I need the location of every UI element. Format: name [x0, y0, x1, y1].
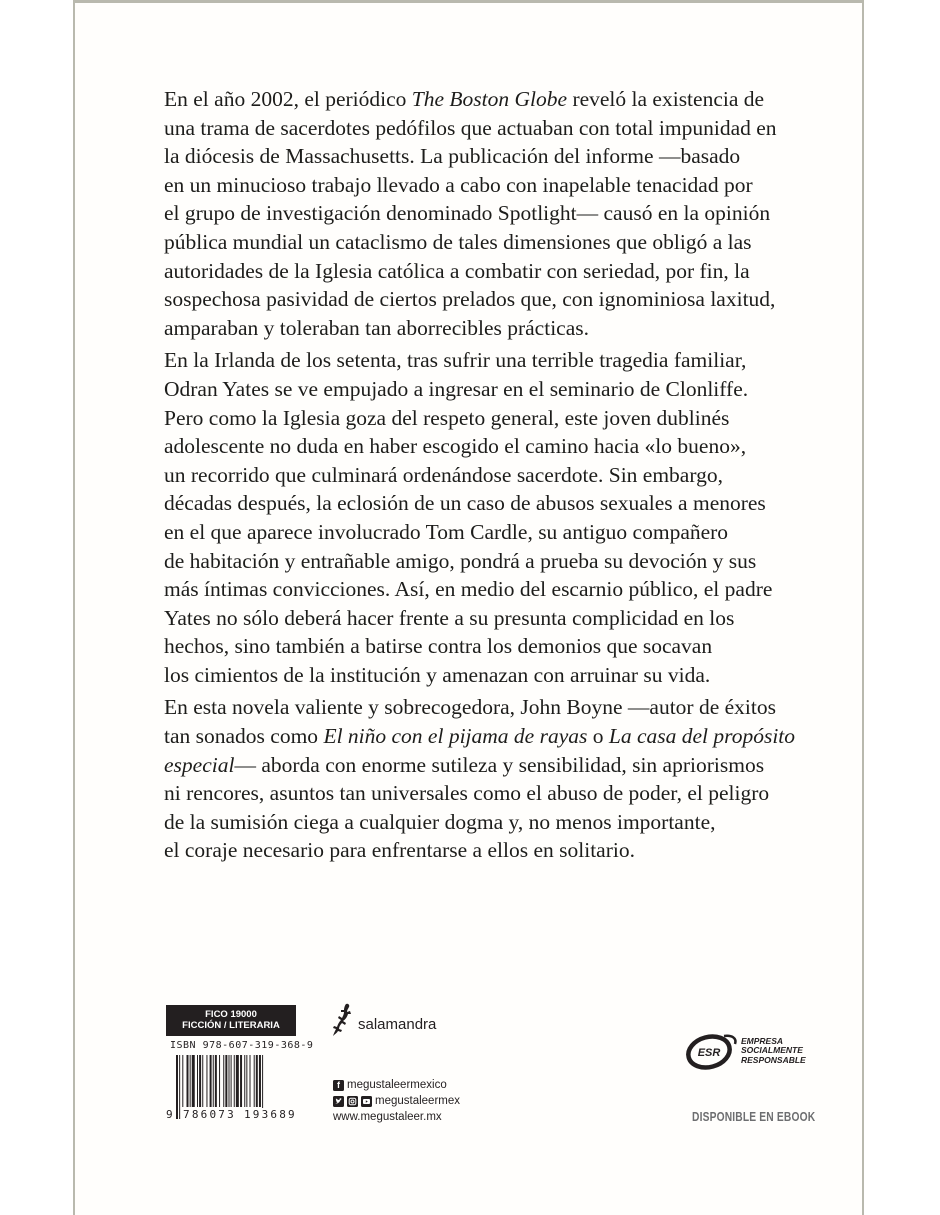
facebook-handle[interactable]: megustaleermexico: [347, 1079, 447, 1091]
twitter-icon: [333, 1096, 344, 1107]
blurb-line: el coraje necesario para enfrentarse a ellos en solitario.: [164, 838, 635, 863]
book-title: La casa del propósito: [608, 724, 796, 749]
blurb-line: de habitación y entrañable amigo, pondrá a prueba su devoción y sus: [164, 548, 757, 573]
barcode-lead-digit: 9: [166, 1108, 173, 1121]
blurb-line: especial— aborda con enorme sutileza y sensibilidad, sin apriorismos: [164, 752, 765, 777]
youtube-icon: [361, 1096, 372, 1107]
salamander-icon: [330, 1003, 356, 1037]
blurb-line: la diócesis de Massachusetts. La publicación del informe —basado: [164, 144, 741, 169]
blurb-line: ni rencores, asuntos tan universales como el abuso de poder, el peligro: [164, 781, 770, 806]
svg-text:ESR: ESR: [697, 1047, 721, 1059]
website-link[interactable]: www.megustaleer.mx: [333, 1111, 442, 1123]
blurb-line: amparaban y toleraban tan aborrecibles prácticas.: [164, 315, 590, 340]
blurb-line: tan sonados como El niño con el pijama de rayas o La casa del propósito: [164, 724, 796, 749]
blurb-line: más íntimas convicciones. Así, en medio del escarnio público, el padre: [164, 577, 773, 602]
esr-line-1: EMPRESA: [741, 1035, 784, 1046]
social-handle[interactable]: megustaleermex: [375, 1095, 461, 1107]
blurb-line: una trama de sacerdotes pedófilos que actuaban con total impunidad en: [164, 115, 777, 140]
blurb-line: de la sumisión ciega a cualquier dogma y, no menos importante,: [164, 809, 716, 834]
blurb-line: autoridades de la Iglesia católica a combatir con seriedad, por fin, la: [164, 258, 750, 283]
esr-logo: [684, 1030, 806, 1072]
facebook-icon: f: [333, 1080, 344, 1091]
blurb-line: En esta novela valiente y sobrecogedora, John Boyne —autor de éxitos: [164, 695, 776, 720]
isbn-label: ISBN 978-607-319-368-9: [170, 1040, 314, 1051]
blurb-line: hechos, sino también a batirse contra los demonios que socavan: [164, 634, 713, 659]
website-row[interactable]: [333, 1109, 460, 1125]
twitter-instagram-youtube-row[interactable]: [333, 1093, 460, 1109]
publisher-logo: [330, 1003, 436, 1037]
genre-name: FICCIÓN / LITERARIA: [182, 1020, 280, 1031]
book-title: especial: [164, 752, 235, 777]
blurb-paragraph: [164, 693, 814, 865]
blurb-text: [164, 85, 814, 869]
blurb-line: los cimientos de la institución y amenazan con arruinar su vida.: [164, 662, 711, 687]
book-title: The Boston Globe: [411, 87, 568, 111]
blurb-line: Yates no sólo deberá hacer frente a su presunta complicidad en los: [164, 605, 735, 630]
blurb-line: pública mundial un cataclismo de tales dimensiones que obligó a las: [164, 229, 752, 254]
esr-line-2: SOCIALMENTE: [741, 1045, 803, 1056]
blurb-line: un recorrido que culminará ordenándose sacerdote. Sin embargo,: [164, 462, 723, 487]
ebook-availability: DISPONIBLE EN EBOOK: [692, 1110, 816, 1124]
barcode-group-1: 786073: [183, 1108, 236, 1121]
blurb-line: en el que aparece involucrado Tom Cardle, su antiguo compañero: [164, 519, 729, 544]
esr-text: [741, 1037, 806, 1066]
genre-label-box: [166, 1005, 296, 1036]
blurb-line: adolescente no duda en haber escogido el camino hacia «lo bueno»,: [164, 434, 747, 459]
instagram-icon: [347, 1096, 358, 1107]
blurb-line: Pero como la Iglesia goza del respeto general, este joven dublinés: [164, 405, 730, 430]
blurb-line: el grupo de investigación denominado Spotlight— causó en la opinión: [164, 201, 771, 226]
blurb-line: décadas después, la eclosión de un caso de abusos sexuales a menores: [164, 491, 766, 516]
blurb-paragraph: [164, 85, 814, 342]
blurb-line: Odran Yates se ve empujado a ingresar en el seminario de Clonliffe.: [164, 376, 749, 401]
barcode-group-2: 193689: [243, 1108, 297, 1121]
blurb-paragraph: [164, 346, 814, 689]
book-title: El niño con el pijama de rayas: [323, 724, 588, 749]
esr-badge-icon: [684, 1030, 738, 1072]
genre-code: FICO 19000: [205, 1009, 257, 1020]
blurb-line: En la Irlanda de los setenta, tras sufrir una terrible tragedia familiar,: [164, 348, 747, 373]
esr-line-3: RESPONSABLE: [741, 1054, 806, 1065]
facebook-row[interactable]: [333, 1077, 460, 1093]
social-links: [333, 1077, 460, 1125]
blurb-line: En el año 2002, el periódico The Boston Globe reveló la existencia de: [164, 87, 765, 111]
blurb-line: en un minucioso trabajo llevado a cabo con inapelable tenacidad por: [164, 172, 753, 197]
blurb-line: sospechosa pasividad de ciertos prelados que, con ignominiosa laxitud,: [164, 287, 776, 312]
barcode-digits: [166, 1108, 298, 1121]
publisher-name: salamandra: [358, 1016, 437, 1033]
